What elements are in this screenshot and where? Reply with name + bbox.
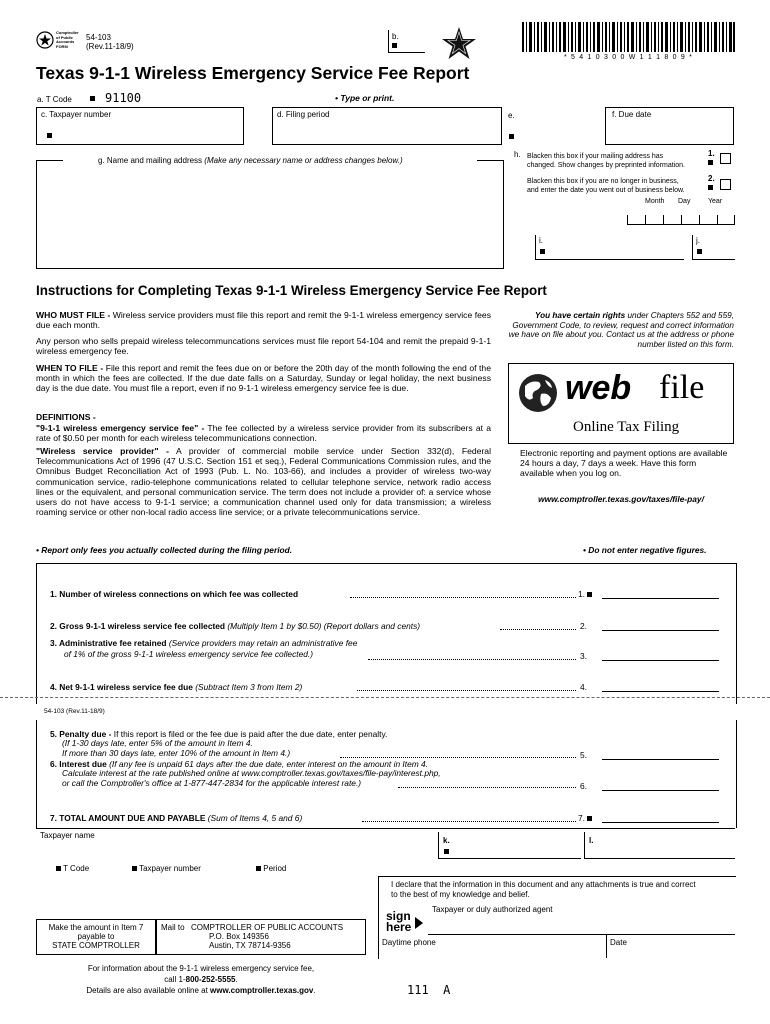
definition-fee: "9-1-1 wireless emergency service fee" - The fee collected by a wireless service provider from its subscribers at a rate of $0.50 per month for each wireless telecommunications connection. (36, 423, 491, 444)
address-change-number: 1. (708, 149, 715, 158)
item-6-leader (398, 787, 576, 788)
agency-name: Comptroller of Public Accounts FORM (56, 30, 79, 49)
payable-box (36, 919, 156, 955)
period-footer: Period (256, 864, 286, 873)
daytime-phone-field[interactable] (378, 934, 607, 958)
name-address-label-text: g. Name and mailing address (98, 156, 203, 165)
form-number: 54-103 (86, 33, 111, 42)
barcode-text: * 5 4 1 0 3 0 0 W 1 1 1 8 0 9 * (563, 54, 694, 61)
box-b[interactable] (388, 30, 425, 53)
field-i-label: i. (539, 236, 543, 245)
item-6-label: 6. Interest due (If any fee is unpaid 61 days after the due date, enter interest on the amount in Item 4. Calculate interest at the rate published online at www.comptroller.texas.gov/taxes/file-pay/interest.php, or call the Comptroller's office at 1-877-447-2834 for the applicable interest rate.) (50, 759, 441, 788)
taxpayer-number-footer: Taxpayer number (132, 864, 201, 873)
item-5-number: 5. (580, 750, 587, 760)
due-date-field[interactable] (605, 107, 734, 145)
out-of-business-date-field[interactable] (627, 210, 735, 225)
tcode-footer: T Code (56, 864, 89, 873)
item-5-label: 5. Penalty due - If this report is filed or the fee due is paid after the due date, enter penalty. (If 1-30 days late, enter 5% of the amount in Item 4. If more than 30 days late, enter 10% of the amount in Item 4.) (50, 729, 388, 758)
month-label: Month (645, 198, 665, 205)
daytime-phone-label: Daytime phone (382, 938, 436, 947)
webfile-box (508, 363, 734, 444)
field-l[interactable] (584, 832, 735, 859)
box-b-bullet (392, 43, 397, 48)
address-change-checkbox[interactable] (720, 153, 731, 164)
webfile-text: Electronic reporting and payment options are available 24 hours a day, 7 days a week. Have this form available when you log on. (520, 448, 728, 478)
field-k[interactable] (438, 832, 581, 859)
instructions-heading: Instructions for Completing Texas 9-1-1 Wireless Emergency Service Fee Report (36, 283, 547, 298)
info-line-2: call 1-800-252-5555. (164, 975, 238, 984)
item-3-number: 3. (580, 651, 587, 661)
field-e-bullet (509, 134, 514, 139)
field-j-bullet (697, 249, 702, 254)
webfile-subtitle: Online Tax Filing (573, 419, 680, 435)
signature-role: Taxpayer or duly authorized agent (432, 905, 553, 914)
item-7-leader (362, 821, 576, 822)
item-2-number: 2. (580, 621, 587, 631)
field-j[interactable] (692, 235, 735, 260)
item-3-answer[interactable] (602, 660, 719, 661)
note-report-only: • Report only fees you actually collected during the filing period. (36, 545, 293, 555)
definitions-title: DEFINITIONS - (36, 412, 96, 422)
when-to-file: WHEN TO FILE - File this report and remit the fees due on or before the 20th day of the month following the end of the month in which the fees are collected. If the due date falls on a Saturday, Sunday or legal holiday, the next business day is the due date. You must file a report, even if no 9-1-1 wireless emergency service fee is due. (36, 363, 491, 394)
due-date-label: f. Due date (612, 110, 652, 119)
mail-box (156, 919, 366, 955)
name-address-hint: (Make any necessary name or address changes below.) (204, 156, 403, 165)
info-block (36, 963, 366, 996)
filing-period-label: d. Filing period (277, 110, 330, 119)
year-label: Year (708, 198, 723, 205)
declaration-text: I declare that the information in this document and any attachments is true and correct to the best of my knowledge and belief. (391, 880, 696, 899)
field-i[interactable] (535, 235, 684, 260)
t-code-bullet (90, 96, 95, 101)
item-2-leader (500, 629, 576, 630)
box-b-label: b. (392, 32, 399, 41)
item-7-label: 7. TOTAL AMOUNT DUE AND PAYABLE (Sum of Items 4, 5 and 6) (50, 813, 303, 823)
field-h-label: h. (514, 150, 521, 159)
item-4-answer[interactable] (602, 691, 719, 692)
webfile-word-web: web (565, 369, 632, 407)
field-k-label: k. (443, 836, 450, 845)
mail-address-1: COMPTROLLER OF PUBLIC ACCOUNTS (191, 923, 344, 932)
field-k-bullet (444, 849, 449, 854)
out-of-business-checkbox[interactable] (720, 179, 731, 190)
definition-provider: "Wireless service provider" - A provider of commercial mobile service under Section 332(d), Federal Telecommunications Act of 1996 (47 U.S.C. Section 151 et seq.), Federal Communications Commission rules, and the Omnibus Budget Reconciliation Act of 1993 (Pub. L. No. 103-66), and includes a provider of wireless two-way communication service, radio-telephone communications related to cellular telephone service, network radio access lines or the equivalent, and personal communication service. The term does not include a provider of: a service whose users do not have access to 9-1-1 service; a communication channel used only for data transmission; a wireless roaming service or other non-local radio access line service; or a private telecommunications service. (36, 446, 491, 518)
item-6-answer[interactable] (602, 790, 719, 791)
item-4-leader (357, 690, 576, 691)
tear-line-form-number: 54-103 (Rev.11-18/9) (44, 708, 105, 715)
mail-to-label: Mail to (161, 923, 185, 932)
taxpayer-number-field[interactable] (36, 107, 244, 145)
item-7-number: 7. (578, 813, 592, 823)
signature-line[interactable] (428, 918, 735, 935)
item-4-label: 4. Net 9-1-1 wireless service fee due (Subtract Item 3 from Item 2) (50, 682, 303, 692)
name-address-label (98, 156, 403, 165)
globe-icon (517, 372, 559, 414)
payable-line-1: Make the amount in Item 7 (48, 923, 144, 932)
field-e-label: e. (508, 111, 515, 120)
filing-period-field[interactable] (272, 107, 502, 145)
date-field[interactable] (606, 934, 735, 958)
mail-address-3: Austin, TX 78714-9356 (209, 941, 291, 950)
star-icon (441, 26, 477, 60)
item-1-answer[interactable] (602, 598, 719, 599)
out-of-business-text: Blacken this box if you are no longer in business, and enter the date you went out of business below. (527, 178, 685, 194)
form-code: 111 A (407, 983, 451, 997)
mail-address-2: P.O. Box 149356 (209, 932, 269, 941)
info-line-1: For information about the 9-1-1 wireless emergency service fee, (87, 964, 315, 973)
item-3-leader (368, 659, 576, 660)
form-title: Texas 9-1-1 Wireless Emergency Service Fee Report (36, 63, 470, 83)
name-address-box[interactable] (36, 160, 504, 269)
item-4-number: 4. (580, 682, 587, 692)
address-change-text: Blacken this box if your mailing address has changed. Show changes by preprinted information. (527, 153, 685, 169)
rights-notice: You have certain rights under Chapters 552 and 559, Government Code, to review, request and correct information we have on file about you. Contact us at the address or phone number listed on this form. (508, 311, 734, 349)
field-i-bullet (540, 249, 545, 254)
field-j-label: j. (696, 236, 700, 245)
item-6-number: 6. (580, 781, 587, 791)
item-2-label: 2. Gross 9-1-1 wireless service fee collected (Multiply Item 1 by $0.50) (Report dollars and cents) (50, 621, 421, 631)
field-l-label: l. (589, 836, 594, 845)
barcode (522, 22, 735, 52)
who-must-file: WHO MUST FILE - Wireless service providers must file this report and remit the 9-1-1 wireless emergency service fees due each month. (36, 310, 491, 331)
type-or-print: • Type or print. (335, 93, 395, 103)
item-5-leader (340, 757, 576, 758)
webfile-word-file: file (659, 369, 705, 406)
address-change-bullet (708, 160, 713, 165)
item-5-answer[interactable] (602, 759, 719, 760)
payable-line-3: STATE COMPTROLLER (52, 941, 140, 950)
t-code-label: a. T Code (37, 95, 72, 104)
t-code-value: 91100 (105, 91, 142, 105)
out-of-business-bullet (708, 185, 713, 190)
date-label: Date (610, 938, 627, 947)
form-revision: (Rev.11-18/9) (86, 42, 134, 51)
item-3-label: 3. Administrative fee retained (Service providers may retain an administrative fee of 1% of the gross 9-1-1 wireless emergency service fee collected.) (50, 638, 358, 659)
tear-line (0, 697, 770, 698)
out-of-business-number: 2. (708, 174, 715, 183)
item-1-label: 1. Number of wireless connections on which fee was collected (50, 589, 299, 599)
webfile-url[interactable]: www.comptroller.texas.gov/taxes/file-pay/ (538, 494, 704, 504)
payable-line-2: payable to (77, 932, 115, 941)
item-1-leader (350, 597, 576, 598)
item-1-number: 1. (578, 589, 592, 599)
sign-arrow-icon (415, 916, 423, 928)
day-label: Day (678, 198, 691, 205)
prepaid-note: Any person who sells prepaid wireless telecommuncations services must file report 54-104 and remit the prepaid 9-1-1 wireless emergency fee. (36, 336, 491, 357)
item-7-answer[interactable] (602, 822, 719, 823)
info-line-3: Details are also available online at www.comptroller.texas.gov. (86, 986, 316, 995)
taxpayer-name-label: Taxpayer name (40, 831, 95, 840)
agency-seal-icon (36, 31, 54, 49)
note-no-negative: • Do not enter negative figures. (583, 545, 707, 555)
item-2-answer[interactable] (602, 630, 719, 631)
sign-here: sign here (386, 909, 412, 934)
taxpayer-number-bullet (47, 133, 52, 138)
taxpayer-number-label: c. Taxpayer number (41, 110, 112, 119)
field-e[interactable] (505, 107, 597, 145)
